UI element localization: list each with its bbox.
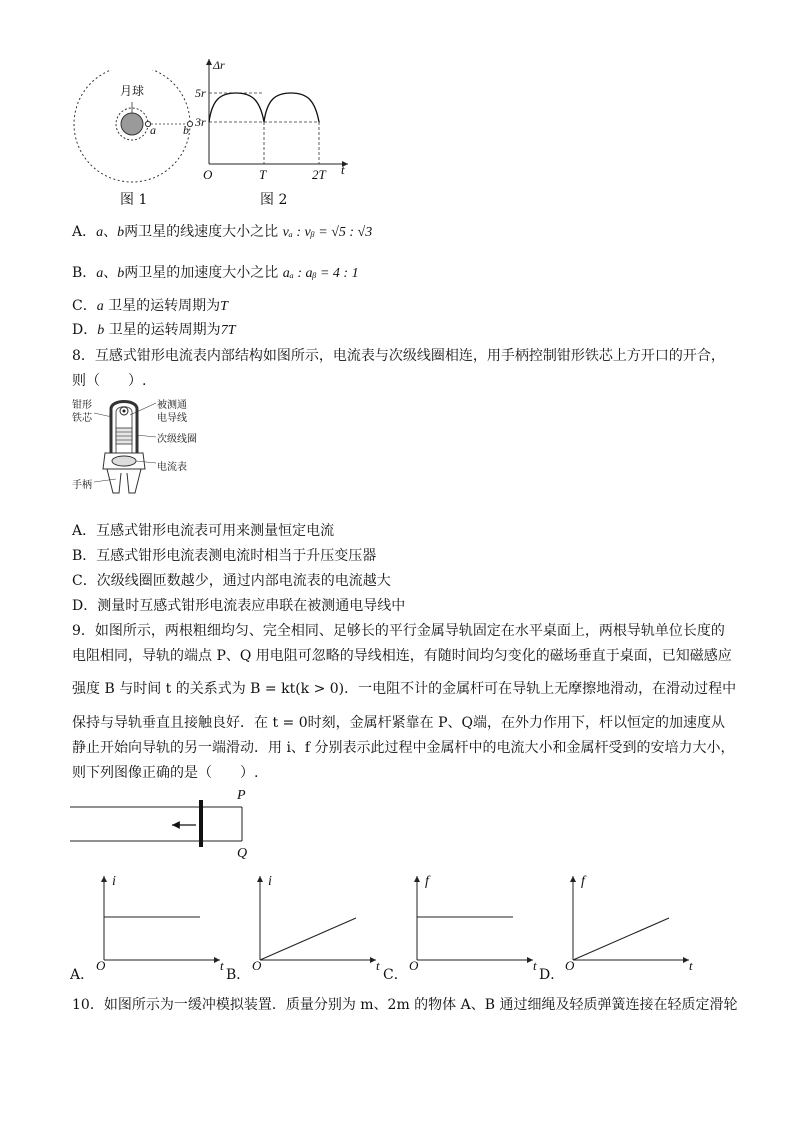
q8-option-a: A．互感式钳形电流表可用来测量恒定电流 (72, 523, 335, 539)
fig2-2T-label: 2T (312, 167, 326, 182)
label-core-line1: 钳形 (72, 400, 92, 411)
graph-y-label: i (268, 874, 272, 889)
label-core-line2: 铁芯 (72, 413, 92, 424)
q7-option-a: A．a、b两卫星的线速度大小之比 vₐ : vᵦ = √5 : √3 (72, 224, 373, 240)
q7-option-d: D．b 卫星的运转周期为7T (72, 322, 236, 338)
fig2-5r-label: 5r (195, 86, 206, 100)
graph-x-label: t (533, 958, 537, 973)
q9-stem-line2: 电阻相同，导轨的端点 P、Q 用电阻可忽略的导线相连，有随时间均匀变化的磁场垂直于桌面，已知磁感应 (72, 648, 732, 664)
moon-label: 月球 (120, 84, 145, 98)
graph-x-label: t (376, 958, 380, 973)
q7-option-b-formula: aₐ : aᵦ = 4 : 1 (282, 266, 359, 281)
fig2-x-axis-label: t (341, 162, 345, 177)
fig2-3r-label: 3r (195, 115, 206, 129)
q9-stem-line5: 静止开始向导轨的另一端滑动．用 i、f 分别表示此过程中金属杆中的电流大小和金属杆受到的安培力大小， (72, 740, 735, 756)
q7-option-a-formula: vₐ : vᵦ = √5 : √3 (282, 225, 373, 240)
q9-stem-line4: 保持与导轨垂直且接触良好．在 t = 0时刻，金属杆紧靠在 P、Q端，在外力作用下，杆以恒定的加速度从 (72, 715, 725, 731)
graph-option-letter: D． (539, 967, 565, 983)
satellite-b-label: b (183, 123, 189, 137)
graph-x-label: t (689, 958, 693, 973)
rails-figure (70, 795, 250, 860)
fig2-T-label: T (259, 167, 267, 182)
label-secondary-coil: 次级线圈 (157, 434, 197, 445)
label-ammeter: 电流表 (157, 462, 187, 473)
label-wire-line2: 电导线 (157, 413, 187, 424)
figure-2-caption: 图 2 (260, 192, 288, 208)
q7-option-c: C．a 卫星的运转周期为T (72, 298, 228, 314)
q8-option-d: D．测量时互感式钳形电流表应串联在被测通电导线中 (72, 598, 406, 614)
graph-y-label: i (112, 874, 116, 889)
q9-stem-line6: 则下列图像正确的是（ ）. (72, 765, 259, 781)
graph-origin-label: O (409, 958, 419, 973)
graph-origin-label: O (252, 958, 262, 973)
figure-1-caption: 图 1 (120, 192, 148, 208)
graph-origin-label: O (565, 958, 575, 973)
q9-stem-line1: 9．如图所示，两根粗细均匀、完全相同、足够长的平行金属导轨固定在水平桌面上，两根导轨单位长度的 (72, 623, 725, 639)
fig2-origin-label: O (203, 167, 213, 182)
graph-y-label: f (425, 874, 429, 889)
moon (121, 113, 143, 135)
fig2-y-axis-label: Δr (213, 58, 225, 72)
q8-option-b: B．互感式钳形电流表测电流时相当于升压变压器 (72, 548, 377, 564)
q8-stem-line2: 则（ ）. (72, 373, 147, 389)
graph-y-label: f (581, 874, 585, 889)
q9-stem-line3: 强度 B 与时间 t 的关系式为 B = kt(k > 0)．一电阻不计的金属杆可在导轨上无摩擦地滑动，在滑动过程中 (72, 681, 737, 697)
graph-origin-label: O (96, 958, 106, 973)
q7-option-b: B．a、b两卫星的加速度大小之比 aₐ : aᵦ = 4 : 1 (72, 265, 359, 281)
delta-r-curve (209, 93, 319, 122)
rising-line (573, 918, 669, 960)
graph-option-letter: B． (226, 967, 251, 983)
clamp-leader-lines (72, 395, 172, 495)
q8-stem-line1: 8．互感式钳形电流表内部结构如图所示，电流表与次级线圈相连，用手柄控制钳形铁芯上方开口的开合， (72, 348, 725, 364)
label-wire-line1: 被测通 (157, 400, 187, 411)
graph-x-label: t (220, 958, 224, 973)
graph-option-letter: C． (383, 967, 408, 983)
rail-label-P: P (237, 788, 246, 803)
satellite-a-label: a (150, 123, 156, 137)
label-handle: 手柄 (72, 480, 92, 491)
rising-line (260, 918, 356, 960)
graph-option-letter: A． (70, 967, 95, 983)
figure-2-graph (190, 55, 360, 180)
q8-option-c: C．次级线圈匝数越少，通过内部电流表的电流越大 (72, 573, 391, 589)
rail-label-Q: Q (237, 846, 248, 861)
q10-stem-line1: 10．如图所示为一缓冲模拟装置．质量分别为 m、2m 的物体 A、B 通过细绳及轻质弹簧连接在轻质定滑轮 (72, 997, 738, 1013)
